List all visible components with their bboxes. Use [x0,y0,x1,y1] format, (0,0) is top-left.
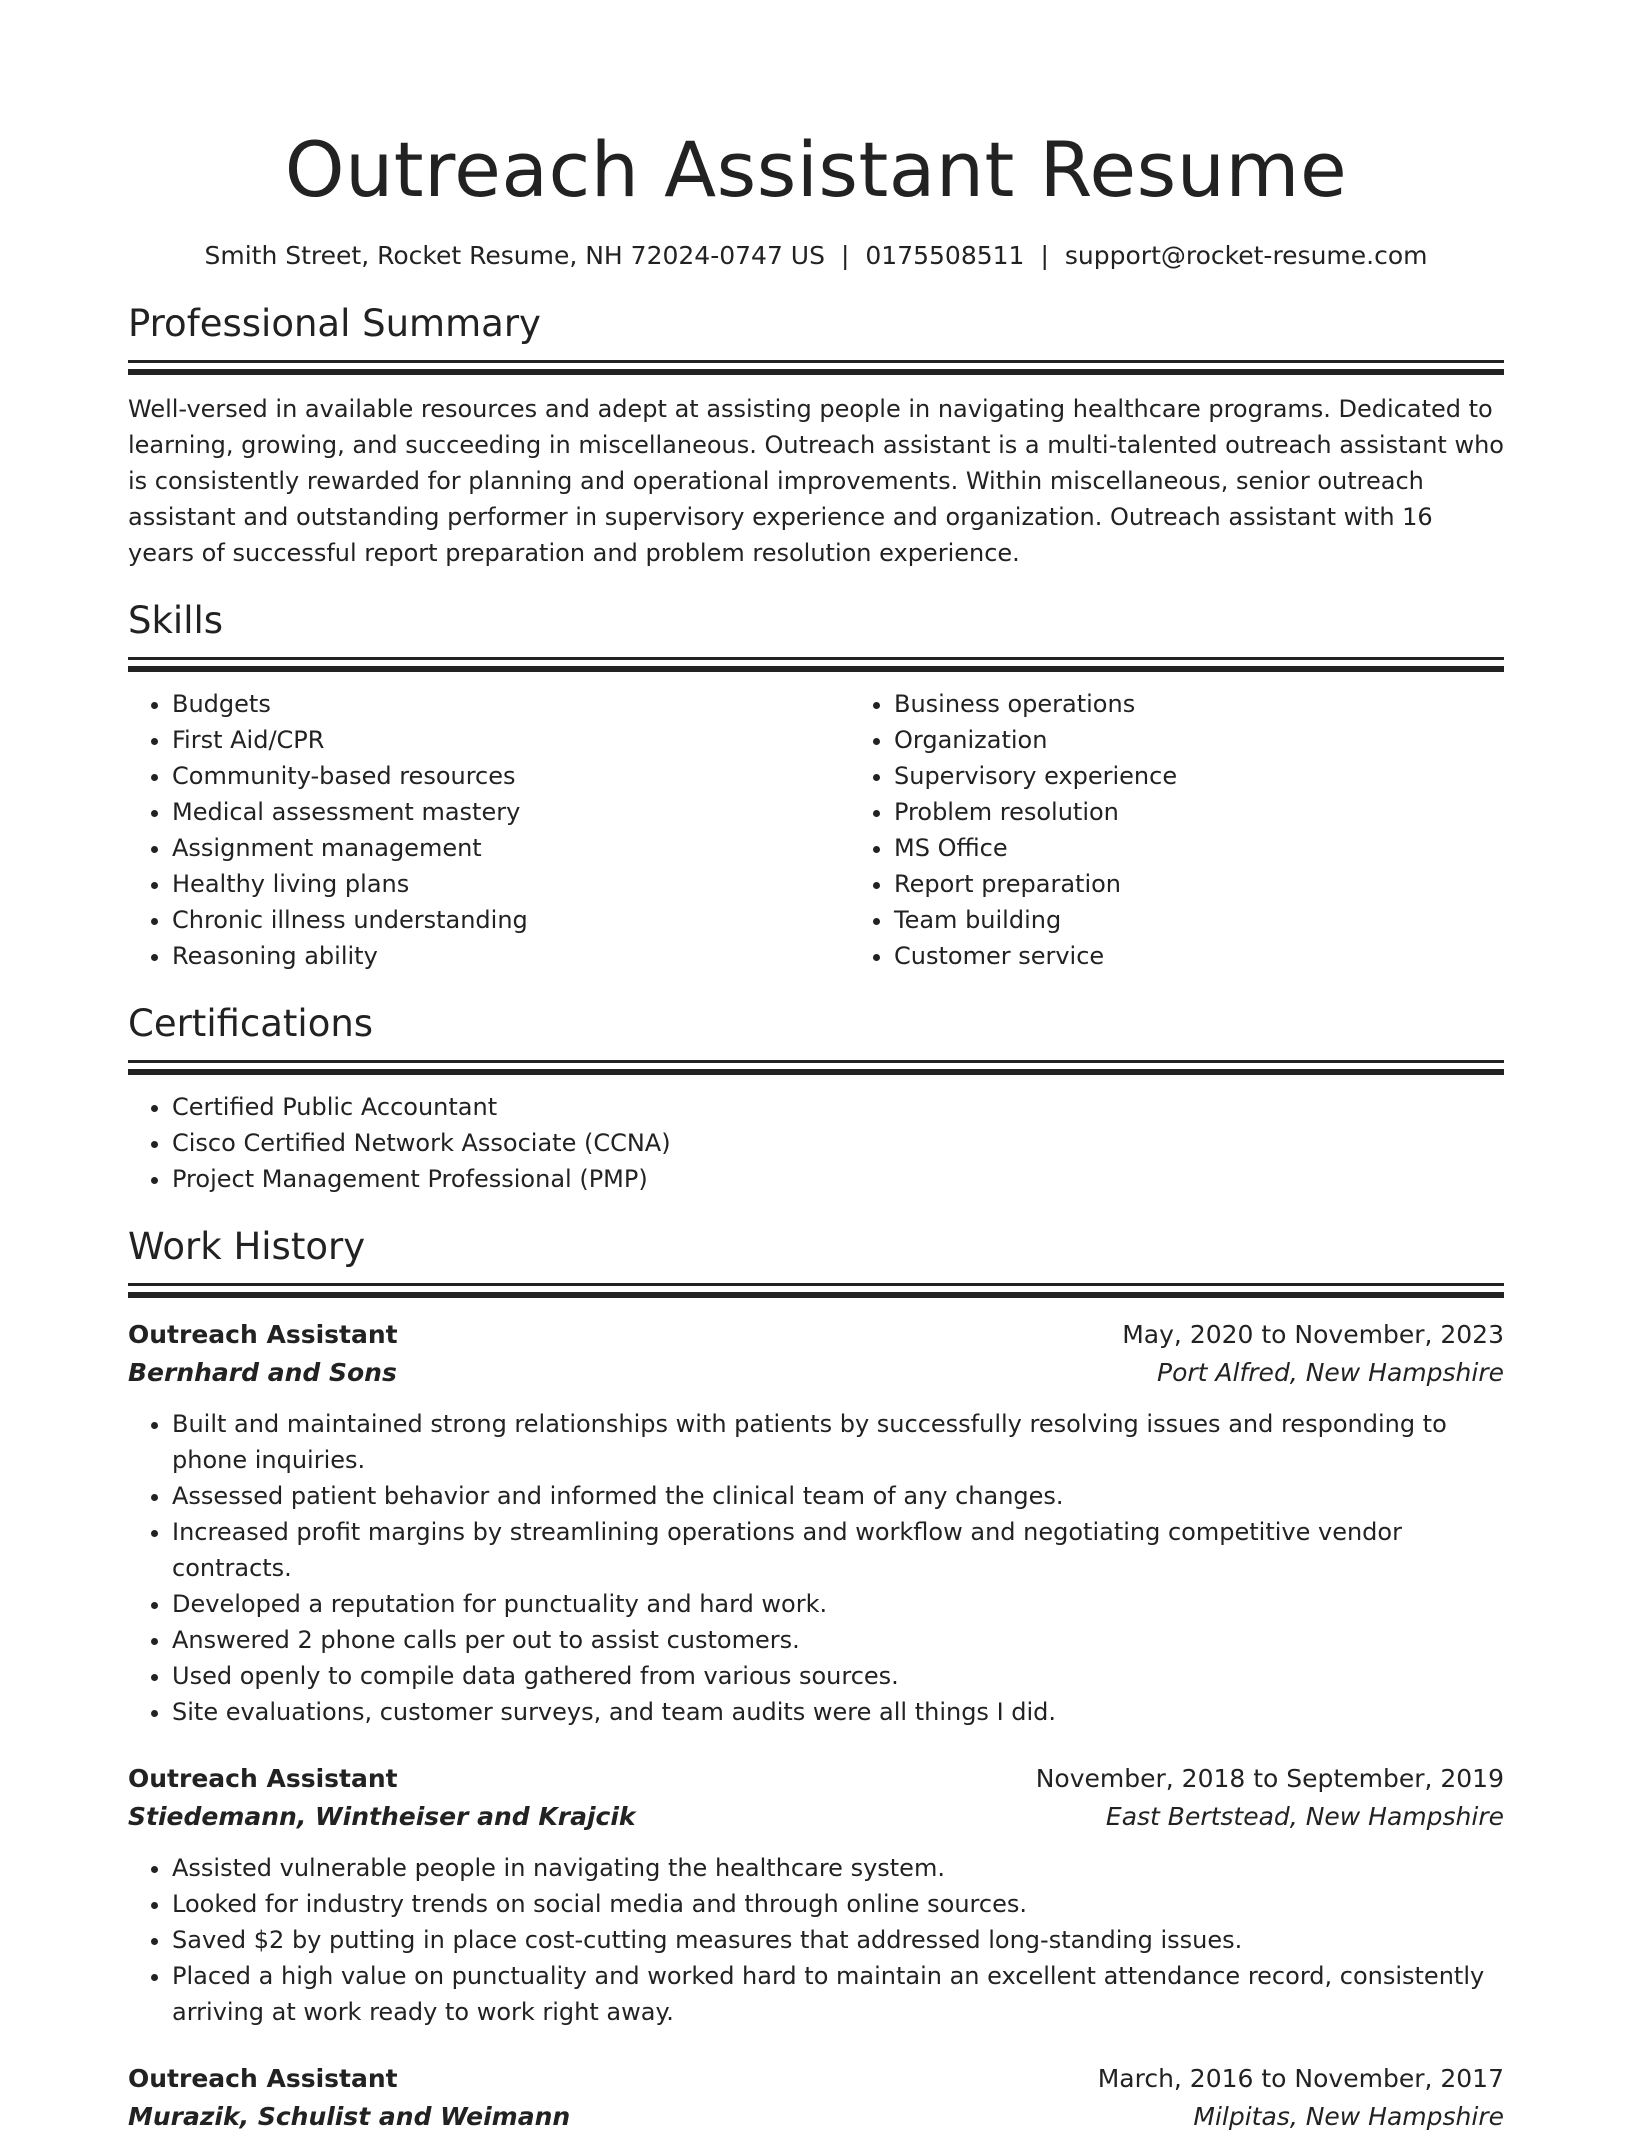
resume-title: Outreach Assistant Resume [284,125,1348,214]
skill-item: • Team building [894,902,1572,938]
job-company: Bernhard and Sons [128,1358,397,1387]
job-duty: • Built and maintained strong relationships with patients by successfully resolving issues and responding to phone inquiries. [172,1406,1504,1478]
job-title: Outreach Assistant [128,1320,398,1349]
skills-list-right [850,686,1572,974]
skills-list-left [128,686,850,974]
section-divider-thick [128,1069,1504,1075]
job-duties-list [128,1850,1504,2030]
contact-separator: | [1040,241,1049,270]
skill-item: • Assignment management [172,830,850,866]
skill-item: • Reasoning ability [172,938,850,974]
job-company-row [128,1354,1504,1392]
skills-section [128,597,1504,974]
job-entry [128,1760,1504,2030]
job-location: East Bertstead, New Hampshire [1105,1802,1504,1831]
contact-line [128,238,1504,274]
job-company: Murazik, Schulist and Weimann [128,2102,571,2131]
job-dates: March, 2016 to November, 2017 [1097,2064,1504,2093]
job-duty: • Increased profit margins by streamlining operations and workflow and negotiating competitive vendor contracts. [172,1514,1504,1586]
job-duty: • Looked for industry trends on social media and through online sources. [172,1886,1504,1922]
contact-address: Smith Street, Rocket Resume, NH 72024-0747 US [204,241,825,270]
section-divider-thick [128,1292,1504,1298]
job-header-row [128,1760,1504,1798]
contact-separator: | [840,241,850,270]
job-dates: May, 2020 to November, 2023 [1122,1320,1504,1349]
skills-columns [128,672,1504,974]
skill-item: • Customer service [894,938,1572,974]
job-entry [128,1316,1504,1730]
skill-item: • First Aid/CPR [172,722,850,758]
job-company-row [128,2098,1504,2136]
skill-item: • Budgets [172,686,850,722]
job-duty: • Assessed patient behavior and informed the clinical team of any changes. [172,1478,1504,1514]
work-history-heading: Work History [128,1225,366,1268]
job-duty: • Developed a reputation for punctuality and hard work. [172,1586,1504,1622]
job-company-row [128,1798,1504,1836]
summary-heading: Professional Summary [128,302,541,345]
skills-heading: Skills [128,599,224,642]
skill-item: • Organization [894,722,1572,758]
job-title: Outreach Assistant [128,1764,398,1793]
job-duty: • Placed a high value on punctuality and worked hard to maintain an excellent attendance record, consistently arriving at work ready to work right away. [172,1958,1504,2030]
certifications-section [128,1000,1504,1197]
job-title: Outreach Assistant [128,2064,398,2093]
skill-item: • Healthy living plans [172,866,850,902]
section-divider-thick [128,369,1504,375]
job-duty: • Used openly to compile data gathered from various sources. [172,1658,1504,1694]
summary-section [128,300,1504,571]
skill-item: • Community-based resources [172,758,850,794]
job-location: Port Alfred, New Hampshire [1157,1358,1504,1387]
certifications-heading: Certifications [128,1002,374,1045]
contact-email: support@rocket-resume.com [1064,241,1428,270]
skill-item: • MS Office [894,830,1572,866]
section-divider-thin [128,1283,1504,1286]
skill-item: • Business operations [894,686,1572,722]
job-duty: • Assisted vulnerable people in navigating the healthcare system. [172,1850,1504,1886]
job-duties-list [128,1406,1504,1730]
section-divider-thin [128,360,1504,363]
work-history-section [128,1223,1504,2136]
resume-page [128,0,1504,2136]
skill-item: • Problem resolution [894,794,1572,830]
job-location: Milpitas, New Hampshire [1193,2102,1504,2131]
skill-item: • Supervisory experience [894,758,1572,794]
job-header-row [128,2060,1504,2098]
certification-item: • Project Management Professional (PMP) [172,1161,1504,1197]
contact-phone: 0175508511 [865,241,1025,270]
summary-text: Well-versed in available resources and adept at assisting people in navigating healthcare programs. Dedicated to learning, growing, and succeeding in miscellaneous. Outreach assistant is a multi-talented outreach assistant who is consistently rewarded for planning and operational improvements. Within miscellaneous, senior outreach assistant and outstanding performer in supervisory experience and organization. Outreach assistant with 16 years of successful report preparation and problem resolution experience. [128,395,1504,567]
section-divider-thin [128,657,1504,660]
section-divider-thin [128,1060,1504,1063]
certification-item: • Cisco Certified Network Associate (CCNA) [172,1125,1504,1161]
certification-item: • Certified Public Accountant [172,1089,1504,1125]
certifications-list [128,1089,1504,1197]
skill-item: • Medical assessment mastery [172,794,850,830]
job-header-row [128,1316,1504,1354]
job-dates: November, 2018 to September, 2019 [1035,1764,1504,1793]
job-company: Stiedemann, Wintheiser and Krajcik [128,1802,636,1831]
job-duty: • Site evaluations, customer surveys, and team audits were all things I did. [172,1694,1504,1730]
skill-item: • Chronic illness understanding [172,902,850,938]
skill-item: • Report preparation [894,866,1572,902]
job-duty: • Answered 2 phone calls per out to assist customers. [172,1622,1504,1658]
job-entry [128,2060,1504,2136]
job-duty: • Saved $2 by putting in place cost-cutting measures that addressed long-standing issues. [172,1922,1504,1958]
